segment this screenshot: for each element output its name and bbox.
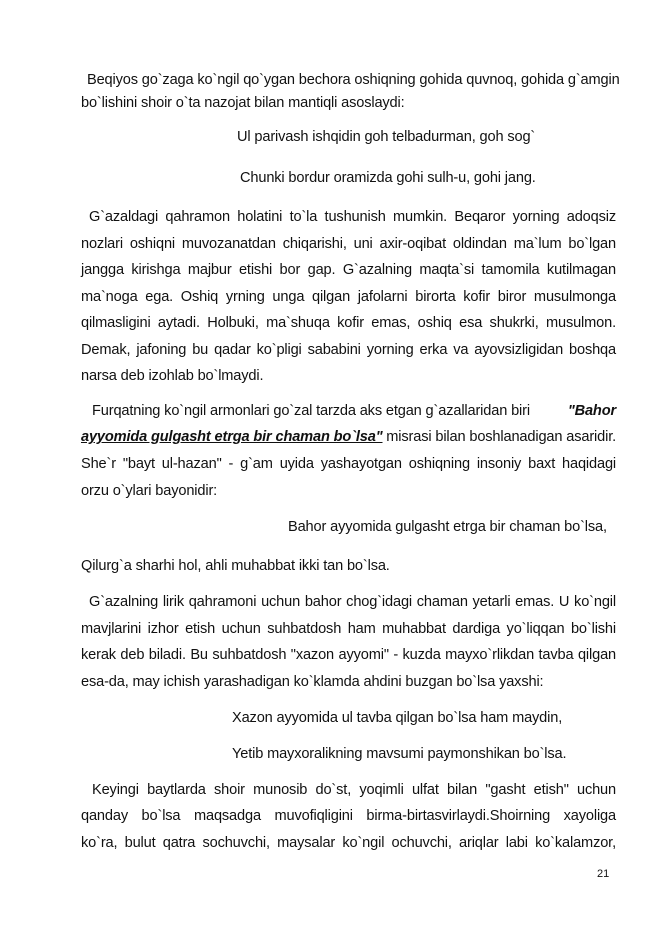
paragraph-2-line-2: nozlari oshiqni muvozanatdan chiqarishi, uni axir-oqibat oldindan ma`lum bo`lgan bbox=[81, 236, 616, 252]
paragraph-2-line-1: G`azaldagi qahramon holatini to`la tushunish mumkin. Beqaror yorning adoqsiz bbox=[89, 209, 616, 225]
poem-title-part-1: "Bahor bbox=[567, 403, 616, 419]
verse-1-line-2: Chunki bordur oramizda gohi sulh-u, gohi jang. bbox=[240, 170, 536, 186]
paragraph-2-line-5: qilmasligini aytadi. Holbuki, ma`shuqa kofir emas, oshiq esa shukrki, musulmon. bbox=[81, 315, 616, 331]
paragraph-3-line-1 bbox=[92, 402, 616, 420]
paragraph-3-line-2-text: misrasi bilan boshlanadigan asaridir. bbox=[386, 429, 616, 445]
verse-1-line-1: Ul parivash ishqidin goh telbadurman, goh sog` bbox=[237, 129, 536, 145]
verse-2-line-2: Qilurg`a sharhi hol, ahli muhabbat ikki tan bo`lsa. bbox=[81, 558, 390, 574]
page-number: 21 bbox=[597, 868, 610, 880]
paragraph-5-line-2: qanday bo`lsa maqsadga muvofiqligini birma-birtasvirlaydi.Shoirning xayoliga bbox=[81, 808, 616, 824]
paragraph-4-line-3: kerak deb biladi. Bu suhbatdosh "xazon ayyomi" - kuzda mayxo`rlikdan tavba qilgan bbox=[81, 647, 616, 663]
verse-2-line-1: Bahor ayyomida gulgasht etrga bir chaman bo`lsa, bbox=[288, 519, 607, 535]
paragraph-3-line-4: orzu o`ylari bayonidir: bbox=[81, 483, 218, 499]
paragraph-4-line-4: esa-da, may ichish yarashadigan ko`klamda ahdini buzgan bo`lsa yaxshi: bbox=[81, 674, 544, 690]
paragraph-1-line-2: bo`lishini shoir o`ta nazojat bilan mantiqli asoslaydi: bbox=[81, 95, 405, 111]
paragraph-4-line-2: mavjlarini izhor etish uchun suhbatdosh ham muhabbat dardiga yo`liqqan bo`lishi bbox=[81, 621, 616, 637]
paragraph-2-line-4: ma`noga ega. Oshiq yrning unga qilgan jafolarni birorta kofir biror musulmonga bbox=[81, 289, 616, 305]
paragraph-2-line-6: Demak, jafoning bu qadar ko`pligi sababini yorning erka va ayovsizligidan boshqa bbox=[81, 342, 616, 358]
paragraph-3-line-3: She`r "bayt ul-hazan" - g`am uyida yashayotgan oshiqning insoniy baxt haqidagi bbox=[81, 456, 616, 472]
poem-title-part-2: ayyomida gulgasht etrga bir chaman bo`lsa" bbox=[81, 429, 383, 445]
verse-3-line-1: Xazon ayyomida ul tavba qilgan bo`lsa ham maydin, bbox=[232, 710, 563, 726]
paragraph-4-line-1: G`azalning lirik qahramoni uchun bahor chog`idagi chaman yetarli emas. U ko`ngil bbox=[89, 594, 616, 610]
paragraph-2-line-3: jangga kirishga majbur etishi bor gap. G`azalning maqta`si tamomila kutilmagan bbox=[81, 262, 616, 278]
paragraph-3-line-2 bbox=[81, 428, 616, 446]
paragraph-1-line-1: Beqiyos go`zaga ko`ngil qo`ygan bechora oshiqning gohida quvnoq, gohida g`amgin bbox=[87, 72, 620, 88]
paragraph-5-line-1: Keyingi baytlarda shoir munosib do`st, yoqimli ulfat bilan "gasht etish" uchun bbox=[92, 782, 616, 798]
paragraph-3-line-1-text: Furqatning ko`ngil armonlari go`zal tarzda aks etgan g`azallaridan biri bbox=[92, 403, 530, 419]
paragraph-5-line-3: ko`ra, bulut qatra sochuvchi, maysalar ko`ngil ochuvchi, ariqlar labi ko`kalamzor, bbox=[81, 835, 616, 851]
paragraph-2-line-7: narsa deb izohlab bo`lmaydi. bbox=[81, 368, 264, 384]
verse-3-line-2: Yetib mayxoralikning mavsumi paymonshikan bo`lsa. bbox=[232, 746, 567, 762]
